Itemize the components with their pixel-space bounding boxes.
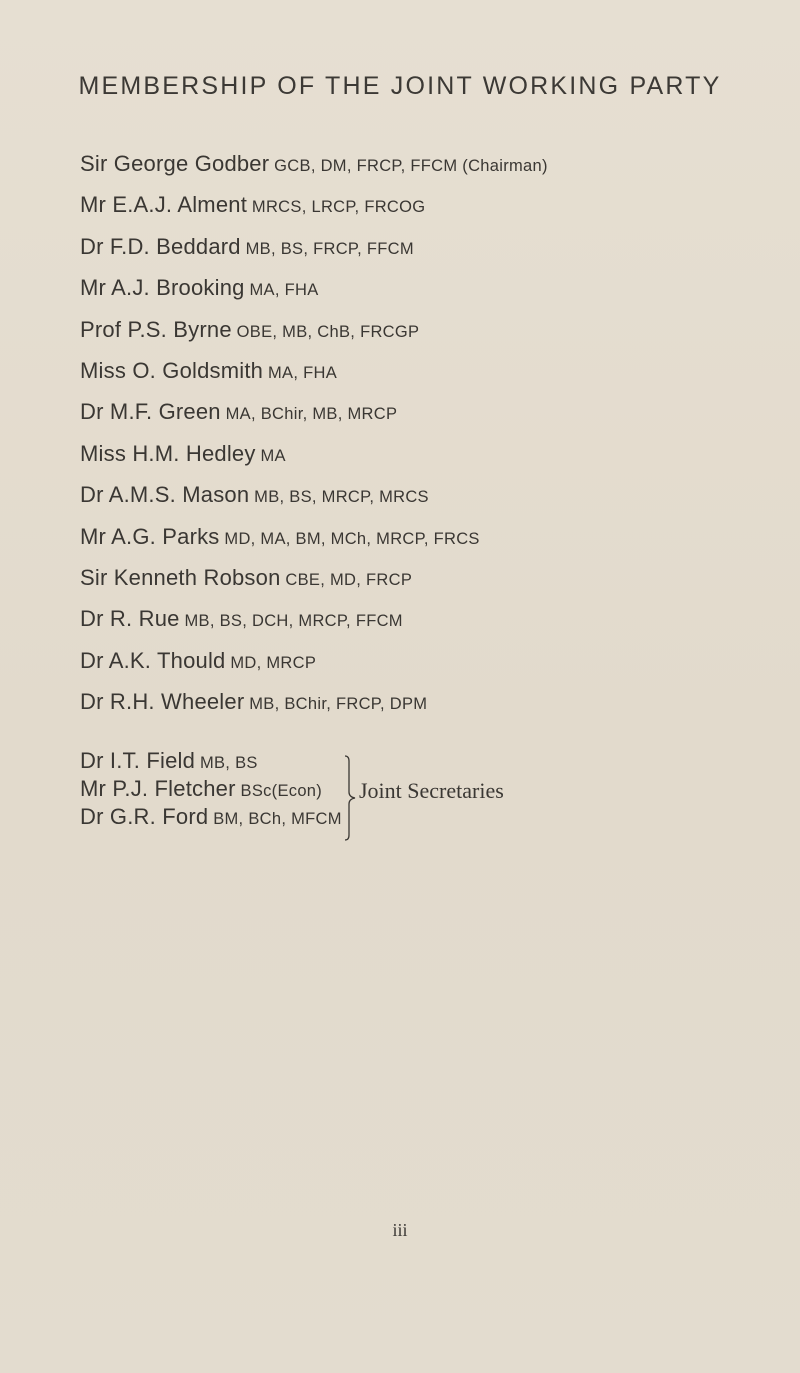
member-name: Mr A.G. Parks xyxy=(80,523,220,549)
member-qualifications: MA, FHA xyxy=(263,363,338,382)
member-name: Dr A.M.S. Mason xyxy=(80,482,250,508)
member-name: Prof P.S. Byrne xyxy=(80,316,232,342)
member-qualifications: GCB, DM, FRCP, FFCM (Chairman) xyxy=(269,157,548,175)
list-item xyxy=(80,748,342,776)
member-name: Miss H.M. Hedley xyxy=(80,440,256,466)
member-qualifications: MA, BChir, MB, MRCP xyxy=(220,405,398,424)
list-item xyxy=(80,560,548,601)
member-qualifications: MA, FHA xyxy=(244,281,319,300)
list-item xyxy=(80,270,548,311)
page-number: iii xyxy=(392,1220,408,1240)
list-item xyxy=(80,684,548,725)
page-title: MEMBERSHIP OF THE JOINT WORKING PARTY xyxy=(78,72,722,100)
secretary-name: Dr G.R. Ford xyxy=(80,804,209,829)
member-qualifications: MB, BChir, FRCP, DPM xyxy=(244,695,428,714)
list-item xyxy=(80,353,548,394)
list-item xyxy=(80,146,548,187)
secretary-qualifications: MB, BS xyxy=(195,754,258,772)
member-name: Sir Kenneth Robson xyxy=(80,564,281,590)
secretary-name: Dr I.T. Field xyxy=(80,748,196,773)
member-name: Dr M.F. Green xyxy=(80,399,221,425)
member-qualifications: MD, MA, BM, MCh, MRCP, FRCS xyxy=(219,529,480,548)
list-item xyxy=(80,519,548,560)
member-qualifications: MD, MRCP xyxy=(225,653,317,672)
member-name: Dr R.H. Wheeler xyxy=(80,689,245,715)
member-qualifications: MRCS, LRCP, FRCOG xyxy=(247,198,426,217)
member-name: Dr A.K. Thould xyxy=(80,647,226,673)
member-name: Dr R. Rue xyxy=(80,606,180,632)
member-qualifications: CBE, MD, FRCP xyxy=(280,570,413,589)
member-name: Mr E.A.J. Alment xyxy=(80,192,248,218)
member-name: Mr A.J. Brooking xyxy=(80,275,245,301)
list-item xyxy=(80,229,548,270)
list-item xyxy=(80,477,548,518)
curly-brace-icon xyxy=(343,755,357,841)
secretary-list xyxy=(80,748,342,832)
secretary-qualifications: BSc(Econ) xyxy=(235,782,323,800)
list-item xyxy=(80,312,548,353)
list-item xyxy=(80,394,548,435)
member-name: Miss O. Goldsmith xyxy=(80,357,264,383)
member-name: Sir George Godber xyxy=(80,151,270,176)
list-item xyxy=(80,804,342,832)
member-name: Dr F.D. Beddard xyxy=(80,233,241,259)
secretary-name: Mr P.J. Fletcher xyxy=(80,776,236,801)
list-item xyxy=(80,436,548,477)
member-qualifications: OBE, MB, ChB, FRCGP xyxy=(231,322,420,341)
secretary-qualifications: BM, BCh, MFCM xyxy=(208,810,342,828)
joint-secretaries-label: Joint Secretaries xyxy=(359,778,504,803)
member-qualifications: MB, BS, FRCP, FFCM xyxy=(240,239,414,258)
list-item xyxy=(80,776,342,804)
member-qualifications: MB, BS, DCH, MRCP, FFCM xyxy=(179,612,403,631)
list-item xyxy=(80,643,548,684)
member-qualifications: MA xyxy=(255,446,286,465)
member-qualifications: MB, BS, MRCP, MRCS xyxy=(249,488,429,507)
member-list xyxy=(80,146,548,725)
joint-secretaries-block xyxy=(80,748,504,832)
list-item xyxy=(80,601,548,642)
list-item xyxy=(80,187,548,228)
